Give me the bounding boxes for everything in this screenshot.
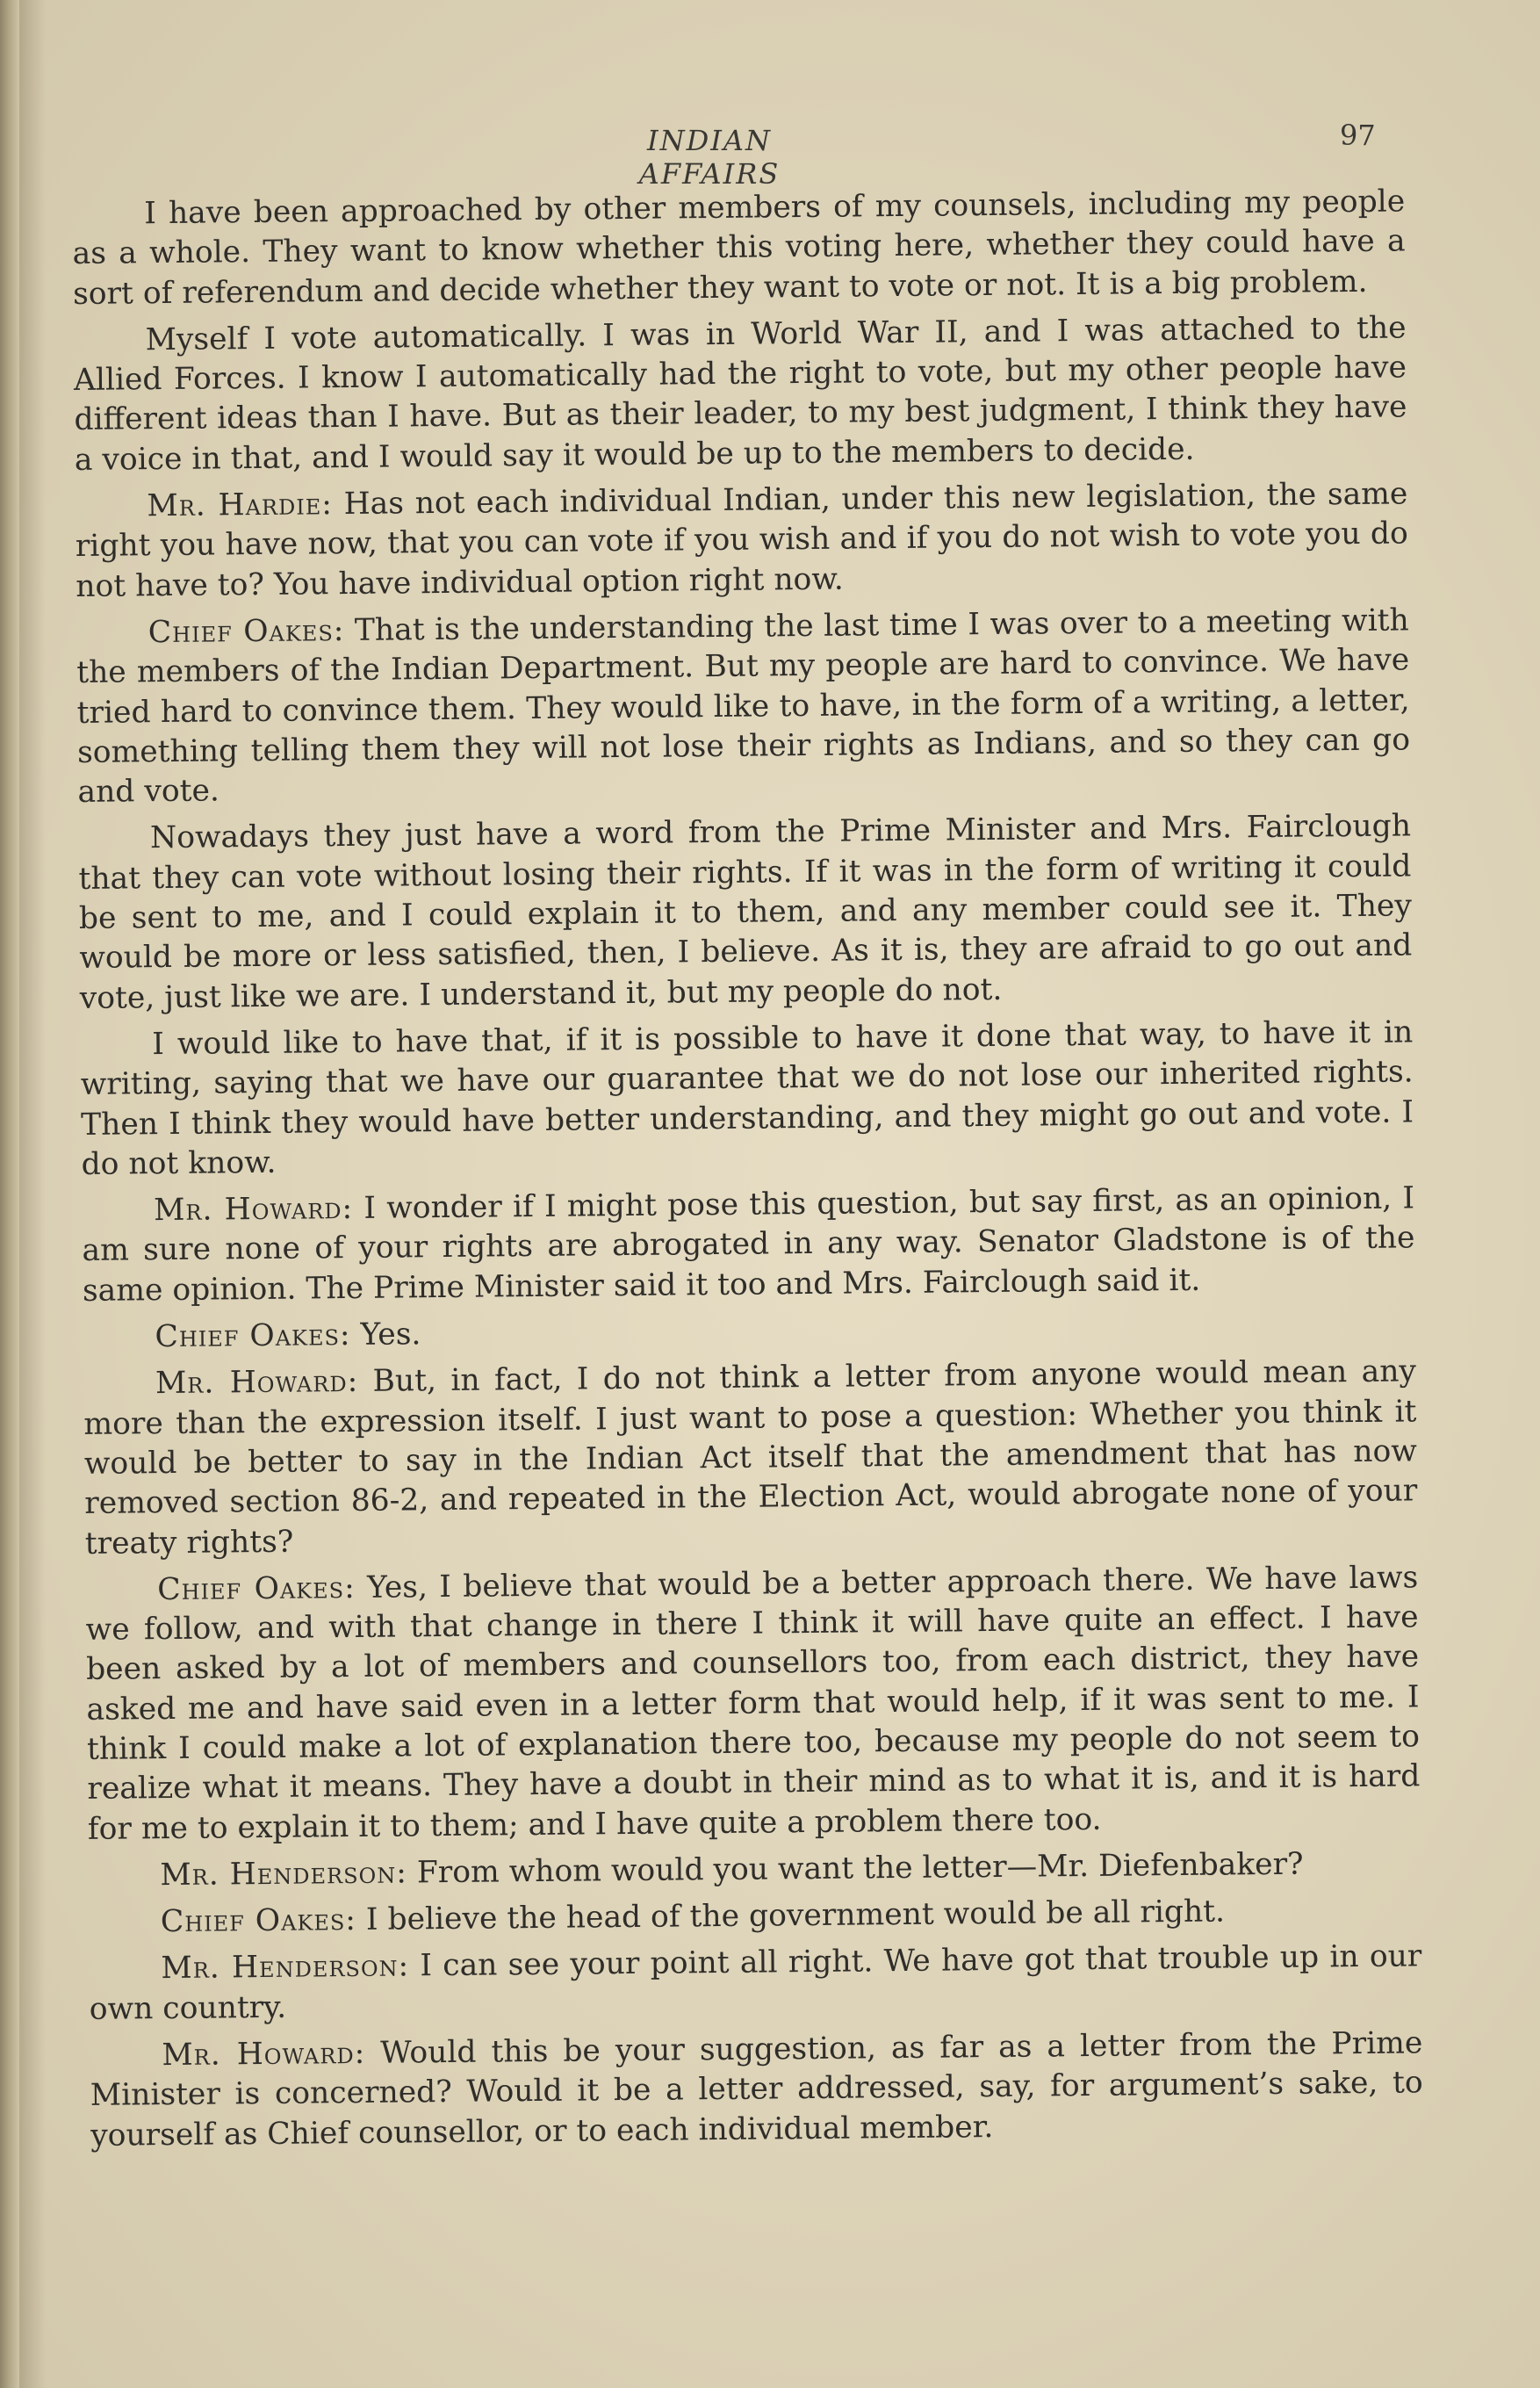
paragraph-text: I can see your point all right. We have got that trouble up in our own country. [89,1938,1422,2027]
speaker-name: Mr. Hardie: [147,487,334,524]
speaker-name: Chief Oakes: [160,1902,357,1940]
paragraph [82,1180,1415,1311]
speaker-name: Mr. Howard: [155,1364,359,1402]
paragraph-text: But, in fact, I do not think a letter from anyone would mean any more than the expression itself. I just want to pose a question: Whether you think it would be better to say in the Indian Act itself that the amendment that has now removed section 86-2, and repeated in the Election Act, would abrogate none of your treaty rights? [83,1353,1418,1562]
speaker-name: Chief Oakes: [148,613,345,651]
paragraph-text: From whom would you want the letter—Mr. Diefenbaker? [407,1846,1304,1891]
page-header [77,119,1377,191]
paragraph-text: I have been approached by other members of my counsels, including my people as a whole. They want to know whether this voting here, whether they could have a sort of referendum and decide whether they want to vote or not. It is a big problem. [72,184,1406,312]
transcript-body [72,182,1423,2162]
paragraph-text: I wonder if I might pose this question, but say first, as an opinion, I am sure none of your rights are abrogated in any way. Senator Gladstone is of the same opinion. The Prime Minister said it too and Mrs. Fairclough said it. [82,1180,1415,1309]
book-spine-edge [0,0,19,2388]
paragraph [73,308,1407,480]
speaker-name: Mr. Henderson: [161,1948,410,1987]
paragraph-text: Has not each individual Indian, under this new legislation, the same right you have now, that you can vote if you wish and if you do not wish to vote you do not have to? You have individual option right now. [75,476,1408,604]
paragraph [80,1013,1414,1185]
paragraph [89,1891,1421,1944]
paragraph [85,1558,1421,1850]
paragraph-text: Yes, I believe that would be a better approach there. We have laws we follow, and with that change in there I think it will have quite an effect. I have been asked by a lot of members and counsellors too, from each district, they have asked me and have said even in a letter form that would help, if it was sent to me. I think I could make a lot of explanation there too, because my people do not seem to realize what it means. They have a doubt in their mind as to what it is, and it is hard for me to explain it to them; and I have quite a problem there too. [85,1560,1421,1847]
speaker-name: Mr. Howard: [162,2035,366,2074]
paragraph [75,474,1408,606]
running-head: INDIAN AFFAIRS [638,124,781,191]
paragraph-text: Yes. [350,1317,421,1353]
paragraph [89,1937,1422,2030]
paragraph [88,1843,1421,1896]
speaker-name: Mr. Henderson: [160,1855,408,1893]
paragraph-text: That is the understanding the last time I was over to a meeting with the members of the Indian Department. But my people are hard to convince. We have tried hard to convince them. They would like to have, in the form of a writing, a letter, something telling them they will not lose their rights as Indians, and so they can go and vote. [76,602,1411,811]
speaker-name: Mr. Howard: [153,1191,354,1229]
paragraph [83,1353,1418,1564]
paragraph-text: Nowadays they just have a word from the Prime Minister and Mrs. Fairclough that they can vote without losing their rights. If it was in the form of writing it could be sent to me, and I could explain it to them, and any member could see it. They would be more or less satisfied, then, I believe. As it is, they are afraid to go out and vote, just like we are. I understand it, but my people do not. [78,808,1413,1016]
paragraph-text: Would this be your suggestion, as far as a letter from the Prime Minister is concerned? Would it be a letter addressed, say, for argument’s sake, to yourself as Chief counsellor, or to each individual member. [90,2025,1423,2154]
speaker-name: Chief Oakes: [155,1317,351,1355]
paragraph [78,807,1413,1019]
paragraph-text: I believe the head of the government would be all right. [356,1894,1226,1938]
paragraph-text: Myself I vote automatically. I was in World War II, and I was attached to the Allied Forces. I know I automatically had the right to vote, but my other people have different ideas than I have. But as their leader, to my best judgment, I think they have a voice in that, and I would say it would be up to the members to decide. [73,310,1407,478]
paragraph [83,1305,1415,1358]
paragraph [72,182,1406,314]
gutter-shadow [19,0,46,2388]
page-number: 97 [1340,119,1376,152]
speaker-name: Chief Oakes: [157,1569,356,1607]
paragraph-text: I would like to have that, if it is possible to have it done that way, to have it in writing, saying that we have our guarantee that we do not lose our inherited rights. Then I think they would have better understanding, and they might go out and vote. I do not know. [80,1014,1414,1182]
paragraph [76,601,1411,812]
paragraph [90,2024,1423,2155]
